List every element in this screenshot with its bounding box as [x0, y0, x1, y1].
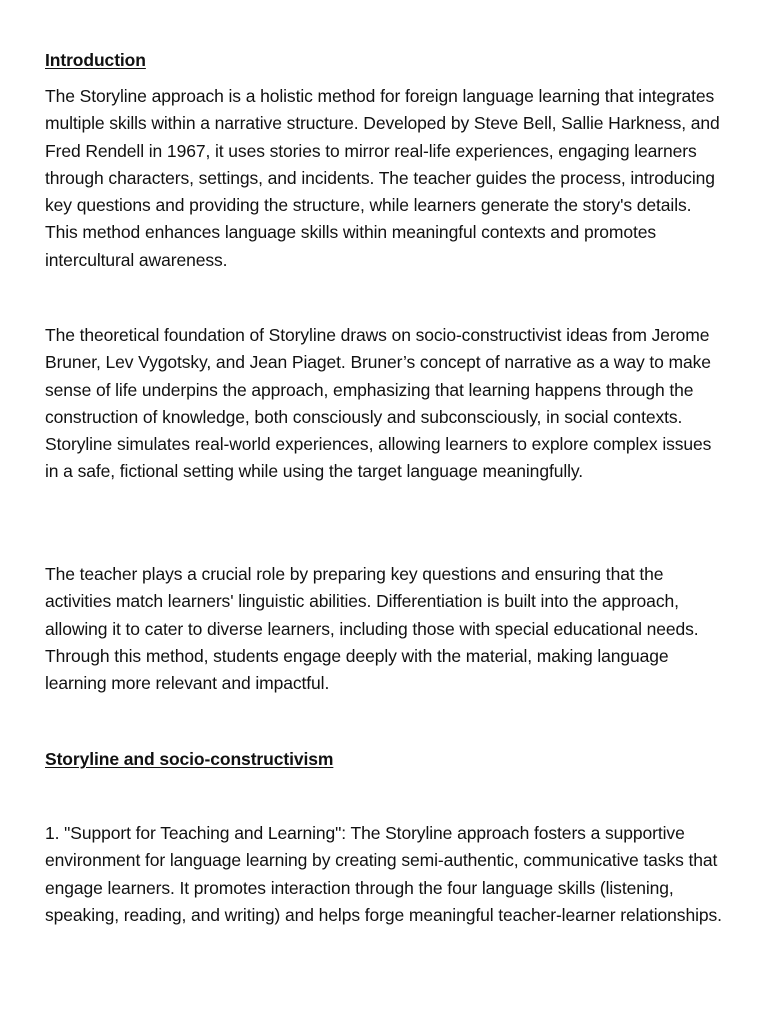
- paragraph-introduction: The Storyline approach is a holistic method for foreign language learning that integrates multiple skills within a narrative structure. Developed by Steve Bell, Sallie Harkness, and Fred Rendell in 1967, it uses stories to mirror real-life experiences, engaging learners through characters, settings, and incidents. The teacher guides the process, introducing key questions and providing the structure, while learners generate the story's details. This method enhances language skills within meaningful contexts and promotes intercultural awareness.: [45, 86, 720, 270]
- paragraph-theoretical-foundation: The theoretical foundation of Storyline draws on socio-constructivist ideas from Jerome Bruner, Lev Vygotsky, and Jean Piaget. Bruner’s concept of narrative as a way to make sense of life underpins the approach, emphasizing that learning happens through the construction of knowledge, both consciously and subconsciously, in social contexts. Storyline simulates real-world experiences, allowing learners to explore complex issues in a safe, fictional setting while using the target language meaningfully.: [45, 325, 712, 482]
- paragraph-teacher-role: The teacher plays a crucial role by preparing key questions and ensuring that the activities match learners' linguistic abilities. Differentiation is built into the approach, allowing it to cater to diverse learners, including those with special educational needs. Through this method, students engage deeply with the material, making language learning more relevant and impactful.: [45, 564, 699, 694]
- paragraph-point-1: 1. "Support for Teaching and Learning": The Storyline approach fosters a supportive environment for language learning by creating semi-authentic, communicative tasks that engage learners. It promotes interaction through the four language skills (listening, speaking, reading, and writing) and helps forge meaningful teacher-learner relationships.: [45, 823, 722, 925]
- section-heading-introduction: Introduction: [45, 50, 146, 70]
- section-heading-socio-constructivism: Storyline and socio-constructivism: [45, 749, 334, 769]
